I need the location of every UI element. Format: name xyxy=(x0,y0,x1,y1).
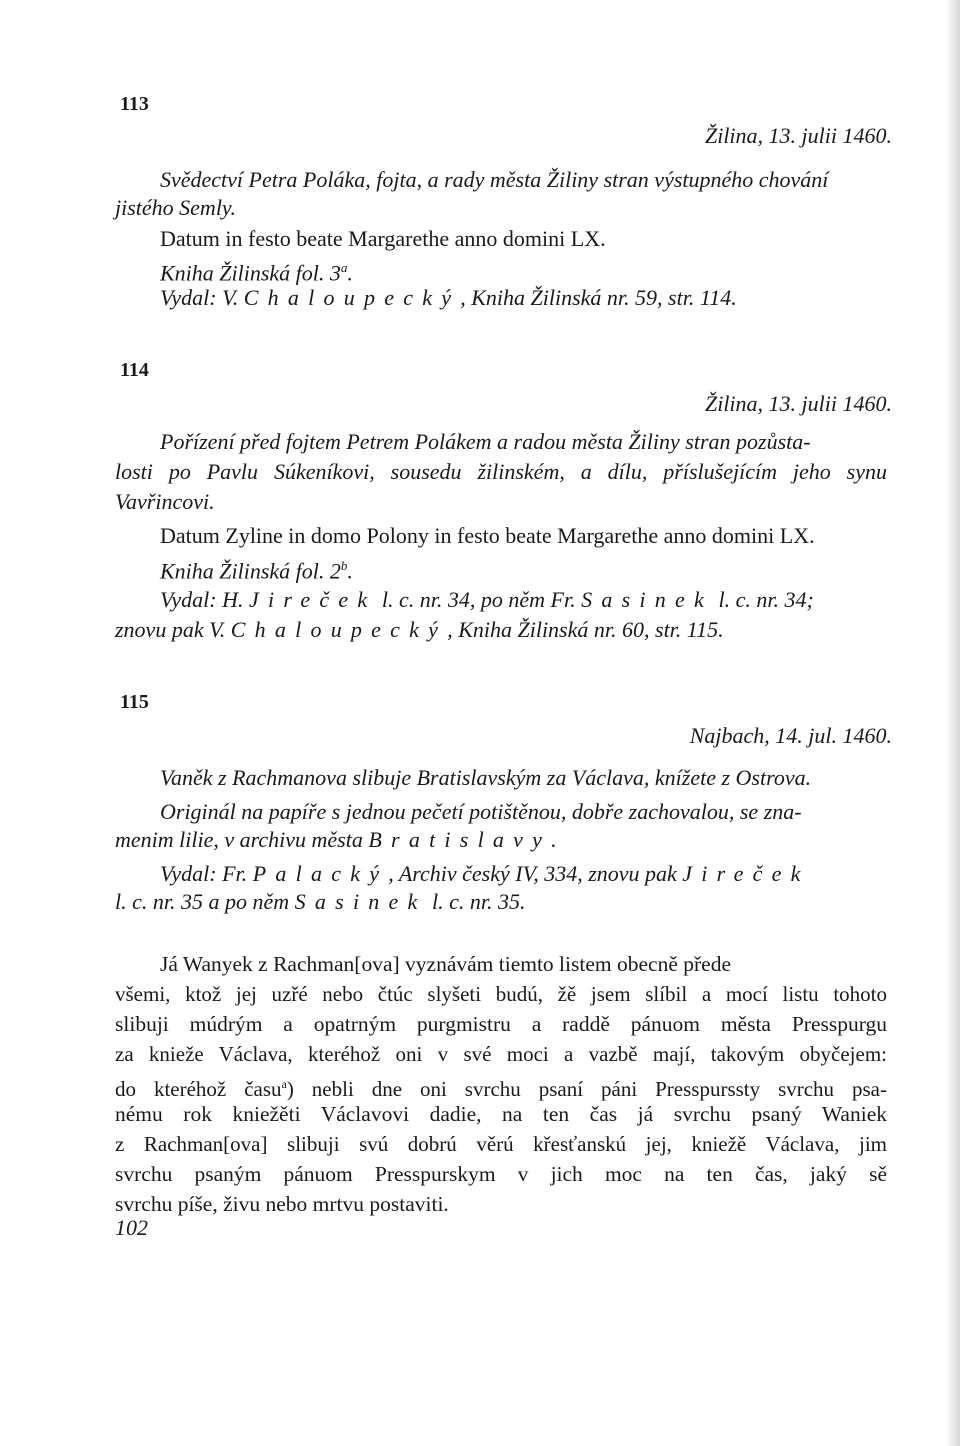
doc-114-summary-line-2: losti po Pavlu Súkeníkovi, sousedu žilinském, a dílu, příslušejícím jeho synu xyxy=(115,459,887,484)
doc-114-edition-line-2: znovu pak V. Chaloupecký, Kniha Žilinská nr. 60, str. 115. xyxy=(115,617,724,642)
doc-114-number: 114 xyxy=(120,359,149,381)
page-edge-shadow xyxy=(946,0,960,1446)
doc-114-source: Kniha Žilinská fol. 2$^b$. xyxy=(160,558,353,584)
doc-115-edition-line-2: l. c. nr. 35 a po něm Sasinek l. c. nr. 35. xyxy=(115,889,526,914)
doc-113-datum: Datum in festo beate Margarethe anno domini LX. xyxy=(160,226,606,251)
doc-114-summary-line-3: Vavřincovi. xyxy=(115,489,215,514)
text-line-9: svrchu píše, živu nebo mrtvu postaviti. xyxy=(115,1192,449,1216)
doc-114-place-date: Žilina, 13. julii 1460. xyxy=(704,391,892,416)
doc-113-summary-line-2: jistého Semly. xyxy=(115,195,236,220)
doc-115-original-line-2: menim lilie, v archivu města Bratislavy. xyxy=(115,827,557,852)
text-line-1: Já Wanyek z Rachman[ova] vyznávám tiemto listem obecně přede xyxy=(160,952,731,976)
doc-113-place-date: Žilina, 13. julii 1460. xyxy=(704,123,892,148)
doc-113-source: Kniha Žilinská fol. 3$^a$. xyxy=(160,260,353,286)
doc-115-place-date: Najbach, 14. jul. 1460. xyxy=(689,723,892,748)
doc-113-number: 113 xyxy=(120,93,149,115)
doc-114-summary-line-1: Pořízení před fojtem Petrem Polákem a radou města Žiliny stran pozůsta- xyxy=(160,429,811,454)
text-line-2: všemi, ktož jej uzřé nebo čtúc slyšeti budú, žě jsem slíbil a mocí listu tohoto xyxy=(115,982,887,1006)
doc-114-edition-line-1: Vydal: H. Jireček l. c. nr. 34, po něm Fr. Sasinek l. c. nr. 34; xyxy=(160,587,814,612)
text-line-8: svrchu psaným pánuom Presspurskym v jich moc na ten čas, jaký sě xyxy=(115,1162,887,1186)
text-line-3: slibuji múdrým a opatrným purgmistru a raddě pánuom města Presspurgu xyxy=(115,1012,887,1036)
text-line-5: do kteréhož času$^a$) nebli dne oni svrchu psaní páni Presspurssty svrchu psa- xyxy=(115,1077,887,1101)
page-number: 102 xyxy=(115,1215,148,1240)
doc-115-edition-line-1: Vydal: Fr. Palacký, Archiv český IV, 334, znovu pak Jireček xyxy=(160,861,810,886)
text-line-7: z Rachman[ova] slibuji svú dobrú věrú křesťanskú jej, kniežě Václava, jim xyxy=(115,1132,887,1156)
doc-115-original-line-1: Originál na papíře s jednou pečetí potištěnou, dobře zachovalou, se zna- xyxy=(160,799,802,824)
doc-115-number: 115 xyxy=(120,691,149,713)
doc-114-datum: Datum Zyline in domo Polony in festo beate Margarethe anno domini LX. xyxy=(160,523,815,548)
doc-113-summary-line-1: Svědectví Petra Poláka, fojta, a rady města Žiliny stran výstupného chování xyxy=(160,167,829,192)
doc-113-edition: Vydal: V. Chaloupecký, Kniha Žilinská nr. 59, str. 114. xyxy=(160,285,737,310)
doc-115-summary: Vaněk z Rachmanova slibuje Bratislavským za Václava, knížete z Ostrova. xyxy=(160,765,812,790)
text-line-6: nému rok kniežěti Václavovi dadie, na ten čas já svrchu psaný Waniek xyxy=(115,1102,887,1126)
text-line-4: za knieže Václava, kteréhož oni v své moci a vazbě mají, takovým obyčejem: xyxy=(115,1042,887,1066)
